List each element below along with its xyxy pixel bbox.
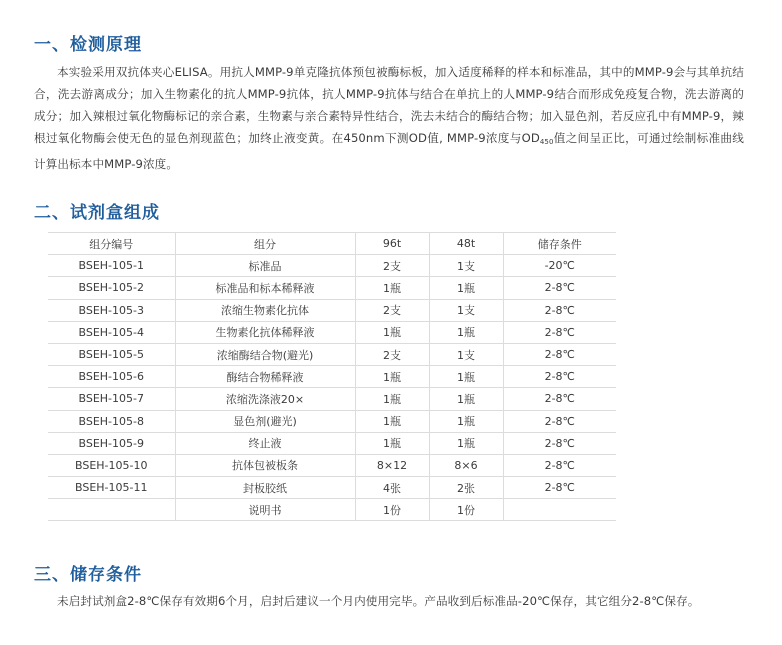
cell-96t: 1瓶: [355, 277, 429, 299]
cell-code: BSEH-105-6: [48, 366, 175, 388]
cell-storage: [503, 499, 616, 521]
cell-storage: 2-8℃: [503, 454, 616, 476]
table-row: [48, 499, 616, 521]
cell-storage: 2-8℃: [503, 477, 616, 499]
cell-component: 显色剂(避光): [175, 410, 355, 432]
header-storage: 储存条件: [503, 233, 616, 255]
cell-component: 抗体包被板条: [175, 454, 355, 476]
cell-code: BSEH-105-5: [48, 343, 175, 365]
cell-storage: 2-8℃: [503, 321, 616, 343]
cell-storage: 2-8℃: [503, 343, 616, 365]
table-row: [48, 277, 616, 299]
table-row: [48, 366, 616, 388]
section-title-principle: 一、检测原理: [34, 35, 142, 55]
cell-component: 标准品和标本稀释液: [175, 277, 355, 299]
cell-48t: 1瓶: [429, 388, 503, 410]
table-row: [48, 255, 616, 277]
section-title-kit: 二、试剂盒组成: [34, 203, 160, 223]
cell-storage: 2-8℃: [503, 432, 616, 454]
table-header-row: [48, 233, 616, 255]
cell-code: BSEH-105-1: [48, 255, 175, 277]
cell-code: BSEH-105-3: [48, 299, 175, 321]
cell-storage: -20℃: [503, 255, 616, 277]
cell-48t: 2张: [429, 477, 503, 499]
cell-component: 浓缩酶结合物(避光): [175, 343, 355, 365]
cell-96t: 2支: [355, 299, 429, 321]
cell-code: [48, 499, 175, 521]
cell-component: 浓缩生物素化抗体: [175, 299, 355, 321]
cell-code: BSEH-105-11: [48, 477, 175, 499]
table-row: [48, 343, 616, 365]
cell-component: 酶结合物稀释液: [175, 366, 355, 388]
cell-96t: 1瓶: [355, 410, 429, 432]
header-48t: 48t: [429, 233, 503, 255]
cell-48t: 1瓶: [429, 366, 503, 388]
cell-storage: 2-8℃: [503, 299, 616, 321]
table-row: [48, 432, 616, 454]
od-subscript: 450: [539, 138, 554, 146]
cell-96t: 1瓶: [355, 321, 429, 343]
table-row: [48, 299, 616, 321]
header-component-code: 组分编号: [48, 233, 175, 255]
cell-component: 浓缩洗涤液20×: [175, 388, 355, 410]
cell-component: 生物素化抗体稀释液: [175, 321, 355, 343]
cell-48t: 1瓶: [429, 277, 503, 299]
storage-paragraph: 未启封试剂盒2-8℃保存有效期6个月，启封后建议一个月内使用完毕。产品收到后标准品-20℃保存，其它组分2-8℃保存。: [57, 594, 700, 608]
cell-component: 封板胶纸: [175, 477, 355, 499]
cell-code: BSEH-105-2: [48, 277, 175, 299]
cell-48t: 1份: [429, 499, 503, 521]
cell-storage: 2-8℃: [503, 366, 616, 388]
cell-96t: 4张: [355, 477, 429, 499]
cell-component: 标准品: [175, 255, 355, 277]
section-title-storage: 三、储存条件: [34, 565, 142, 585]
table-row: [48, 410, 616, 432]
cell-code: BSEH-105-9: [48, 432, 175, 454]
cell-storage: 2-8℃: [503, 410, 616, 432]
cell-96t: 1瓶: [355, 388, 429, 410]
header-component: 组分: [175, 233, 355, 255]
cell-storage: 2-8℃: [503, 277, 616, 299]
header-96t: 96t: [355, 233, 429, 255]
cell-code: BSEH-105-7: [48, 388, 175, 410]
cell-code: BSEH-105-4: [48, 321, 175, 343]
cell-48t: 1瓶: [429, 321, 503, 343]
cell-code: BSEH-105-10: [48, 454, 175, 476]
cell-96t: 2支: [355, 343, 429, 365]
cell-storage: 2-8℃: [503, 388, 616, 410]
principle-text: 本实验采用双抗体夹心ELISA。用抗人MMP-9单克隆抗体预包被酶标板，加入适度稀释的样本和标准品，其中的MMP-9会与其单抗结合，洗去游离成分；加入生物素化的抗人MMP-9抗体，抗人MMP-9抗体与结合在单抗上的人MMP-9结合而形成免疫复合物，洗去游离的成分；加入辣根过氧化物酶标记的亲合素，生物素与亲合素特异性结合，洗去未结合的酶结合物；加入显色剂，若反应孔中有MMP-9，辣根过氧化物酶会使无色的显色剂现蓝色；加终止液变黄。在450nm下测OD值, MMP-9浓度与OD: [34, 65, 744, 145]
table-row: [48, 388, 616, 410]
principle-paragraph: [34, 61, 744, 175]
kit-components-table: [48, 232, 616, 521]
table-row: [48, 477, 616, 499]
cell-48t: 1瓶: [429, 410, 503, 432]
cell-48t: 1支: [429, 343, 503, 365]
cell-48t: 8×6: [429, 454, 503, 476]
principle-text-end: 值之间呈正比，可通过绘制标准曲线计算出标本中MMP-9浓度。: [34, 131, 744, 171]
cell-48t: 1支: [429, 255, 503, 277]
cell-96t: 8×12: [355, 454, 429, 476]
table-row: [48, 321, 616, 343]
table-body: [48, 255, 616, 521]
cell-48t: 1瓶: [429, 432, 503, 454]
table-row: [48, 454, 616, 476]
cell-96t: 1瓶: [355, 366, 429, 388]
cell-96t: 1份: [355, 499, 429, 521]
cell-48t: 1支: [429, 299, 503, 321]
cell-96t: 1瓶: [355, 432, 429, 454]
cell-component: 说明书: [175, 499, 355, 521]
cell-code: BSEH-105-8: [48, 410, 175, 432]
cell-component: 终止液: [175, 432, 355, 454]
cell-96t: 2支: [355, 255, 429, 277]
